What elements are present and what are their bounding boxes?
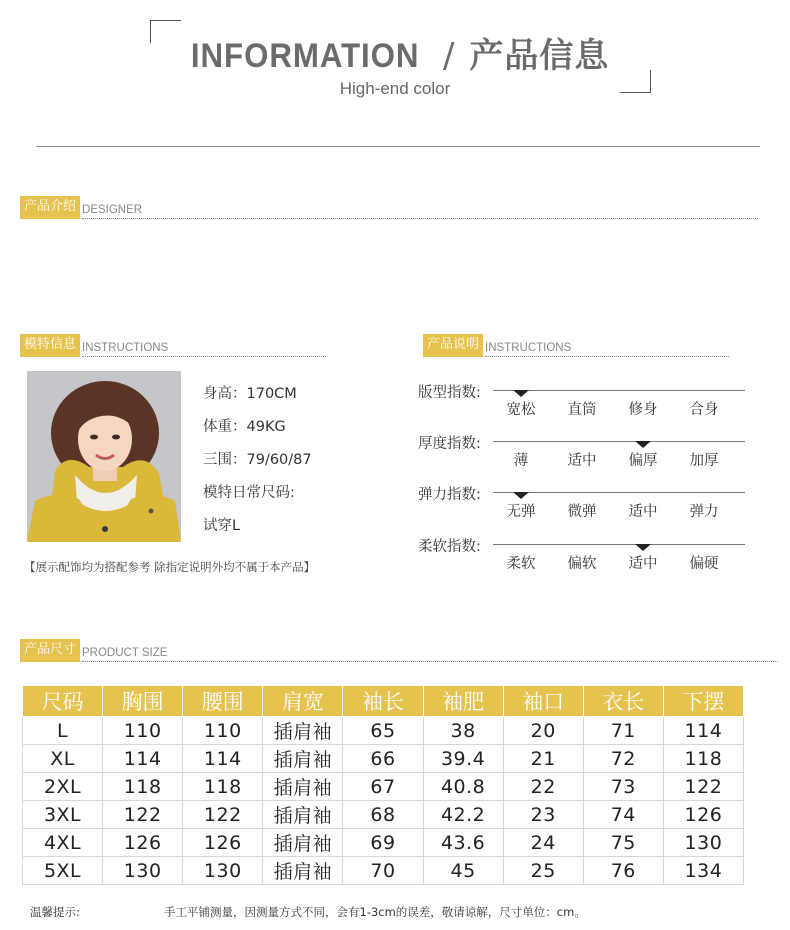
model-weight: 体重：49KG bbox=[203, 419, 286, 435]
table-cell: 122 bbox=[183, 801, 263, 829]
index-option: 微弹 bbox=[567, 504, 597, 520]
table-cell: 插肩袖 bbox=[263, 857, 343, 885]
page-title-cn: 产品信息 bbox=[469, 36, 610, 76]
section-subtitle: INSTRUCTIONS bbox=[82, 341, 326, 357]
index-marker-icon bbox=[635, 544, 651, 551]
table-cell: 2XL bbox=[23, 773, 103, 801]
table-cell: 130 bbox=[103, 857, 183, 885]
tips-label: 温馨提示: bbox=[30, 905, 80, 919]
table-cell: 126 bbox=[103, 829, 183, 857]
table-cell: 68 bbox=[343, 801, 423, 829]
index-option: 偏硬 bbox=[689, 556, 719, 572]
index-option: 直筒 bbox=[567, 402, 597, 418]
table-cell: 126 bbox=[663, 801, 743, 829]
index-option: 适中 bbox=[567, 453, 597, 469]
index-marker-icon bbox=[635, 441, 651, 448]
table-cell: 67 bbox=[343, 773, 423, 801]
section-tag: 产品介绍 bbox=[20, 196, 80, 219]
table-cell: 70 bbox=[343, 857, 423, 885]
section-header-size bbox=[20, 639, 778, 662]
table-row bbox=[23, 857, 744, 885]
table-cell: 72 bbox=[583, 745, 663, 773]
size-table bbox=[22, 685, 744, 885]
table-cell: 118 bbox=[663, 745, 743, 773]
index-option: 宽松 bbox=[506, 402, 536, 418]
page-title-separator: / bbox=[442, 36, 456, 76]
model-measurements: 三围：79/60/87 bbox=[203, 452, 312, 468]
table-cell: 71 bbox=[583, 717, 663, 745]
table-cell: 122 bbox=[663, 773, 743, 801]
section-header-intro bbox=[20, 196, 758, 219]
page-subtitle: High-end color bbox=[339, 79, 451, 98]
table-cell: 130 bbox=[183, 857, 263, 885]
table-cell: 110 bbox=[103, 717, 183, 745]
index-marker-icon bbox=[513, 390, 529, 397]
header-divider bbox=[36, 146, 760, 147]
table-cell: 76 bbox=[583, 857, 663, 885]
table-cell: XL bbox=[23, 745, 103, 773]
table-cell: 插肩袖 bbox=[263, 829, 343, 857]
size-table-header-cell: 胸围 bbox=[103, 686, 183, 717]
table-cell: 114 bbox=[103, 745, 183, 773]
table-cell: 4XL bbox=[23, 829, 103, 857]
index-option: 弹力 bbox=[689, 504, 719, 520]
size-table-header-cell: 肩宽 bbox=[263, 686, 343, 717]
table-cell: 43.6 bbox=[423, 829, 503, 857]
index-scale-line bbox=[493, 390, 745, 391]
table-row bbox=[23, 745, 744, 773]
table-cell: 42.2 bbox=[423, 801, 503, 829]
page-title-en: INFORMATION bbox=[190, 37, 420, 75]
accessory-note: 【展示配饰均为搭配参考 除指定说明外均不属于本产品】 bbox=[24, 560, 316, 574]
table-cell: 插肩袖 bbox=[263, 745, 343, 773]
index-scale-line bbox=[493, 544, 745, 545]
table-cell: 插肩袖 bbox=[263, 801, 343, 829]
size-table-header-cell: 袖长 bbox=[343, 686, 423, 717]
table-cell: 38 bbox=[423, 717, 503, 745]
table-row bbox=[23, 717, 744, 745]
model-photo-illustration bbox=[27, 371, 181, 542]
section-tag: 产品说明 bbox=[423, 334, 483, 357]
index-scale-line bbox=[493, 492, 745, 493]
table-cell: 118 bbox=[183, 773, 263, 801]
model-daily-size: 模特日常尺码: bbox=[203, 485, 295, 501]
table-cell: 73 bbox=[583, 773, 663, 801]
section-header-model bbox=[20, 334, 326, 357]
index-label: 柔软指数: bbox=[418, 539, 481, 555]
index-label: 厚度指数: bbox=[418, 436, 481, 452]
size-table-header-cell: 袖口 bbox=[503, 686, 583, 717]
index-option: 合身 bbox=[689, 402, 719, 418]
table-cell: 66 bbox=[343, 745, 423, 773]
index-option: 无弹 bbox=[506, 504, 536, 520]
model-tried-size: 试穿L bbox=[203, 518, 241, 534]
index-option: 适中 bbox=[628, 504, 658, 520]
table-cell: 24 bbox=[503, 829, 583, 857]
index-label: 弹力指数: bbox=[418, 487, 481, 503]
index-marker-icon bbox=[513, 492, 529, 499]
index-option: 偏软 bbox=[567, 556, 597, 572]
table-cell: 40.8 bbox=[423, 773, 503, 801]
table-row bbox=[23, 801, 744, 829]
section-tag: 产品尺寸 bbox=[20, 639, 80, 662]
size-table-header-cell: 腰围 bbox=[183, 686, 263, 717]
size-table-header bbox=[23, 686, 744, 717]
table-cell: 134 bbox=[663, 857, 743, 885]
tips-text: 手工平铺测量，因测量方式不同，会有1-3cm的误差，敬请谅解，尺寸单位：cm。 bbox=[164, 905, 586, 919]
table-cell: 122 bbox=[103, 801, 183, 829]
model-height: 身高：170CM bbox=[203, 386, 297, 402]
table-cell: 130 bbox=[663, 829, 743, 857]
size-table-header-cell: 衣长 bbox=[583, 686, 663, 717]
model-photo bbox=[27, 371, 181, 542]
index-scale-line bbox=[493, 441, 745, 442]
index-option: 适中 bbox=[628, 556, 658, 572]
table-cell: 118 bbox=[103, 773, 183, 801]
table-cell: 23 bbox=[503, 801, 583, 829]
table-cell: L bbox=[23, 717, 103, 745]
table-cell: 3XL bbox=[23, 801, 103, 829]
table-cell: 22 bbox=[503, 773, 583, 801]
section-subtitle: PRODUCT SIZE bbox=[82, 646, 778, 662]
table-cell: 插肩袖 bbox=[263, 717, 343, 745]
index-option: 柔软 bbox=[506, 556, 536, 572]
section-header-product bbox=[423, 334, 729, 357]
table-cell: 5XL bbox=[23, 857, 103, 885]
table-cell: 114 bbox=[663, 717, 743, 745]
index-option: 偏厚 bbox=[628, 453, 658, 469]
table-cell: 39.4 bbox=[423, 745, 503, 773]
table-row bbox=[23, 829, 744, 857]
table-cell: 65 bbox=[343, 717, 423, 745]
table-cell: 45 bbox=[423, 857, 503, 885]
index-option: 薄 bbox=[513, 453, 529, 469]
size-table-header-cell: 下摆 bbox=[663, 686, 743, 717]
table-cell: 110 bbox=[183, 717, 263, 745]
table-cell: 74 bbox=[583, 801, 663, 829]
index-option: 修身 bbox=[628, 402, 658, 418]
table-row bbox=[23, 773, 744, 801]
table-cell: 插肩袖 bbox=[263, 773, 343, 801]
index-label: 版型指数: bbox=[418, 385, 481, 401]
section-subtitle: INSTRUCTIONS bbox=[485, 341, 729, 357]
table-cell: 25 bbox=[503, 857, 583, 885]
section-tag: 模特信息 bbox=[20, 334, 80, 357]
table-cell: 114 bbox=[183, 745, 263, 773]
section-subtitle: DESIGNER bbox=[82, 203, 758, 219]
table-cell: 69 bbox=[343, 829, 423, 857]
table-cell: 20 bbox=[503, 717, 583, 745]
table-cell: 75 bbox=[583, 829, 663, 857]
size-table-header-cell: 袖肥 bbox=[423, 686, 503, 717]
table-cell: 126 bbox=[183, 829, 263, 857]
index-option: 加厚 bbox=[689, 453, 719, 469]
page-title bbox=[0, 28, 790, 77]
size-table-header-cell: 尺码 bbox=[23, 686, 103, 717]
table-cell: 21 bbox=[503, 745, 583, 773]
